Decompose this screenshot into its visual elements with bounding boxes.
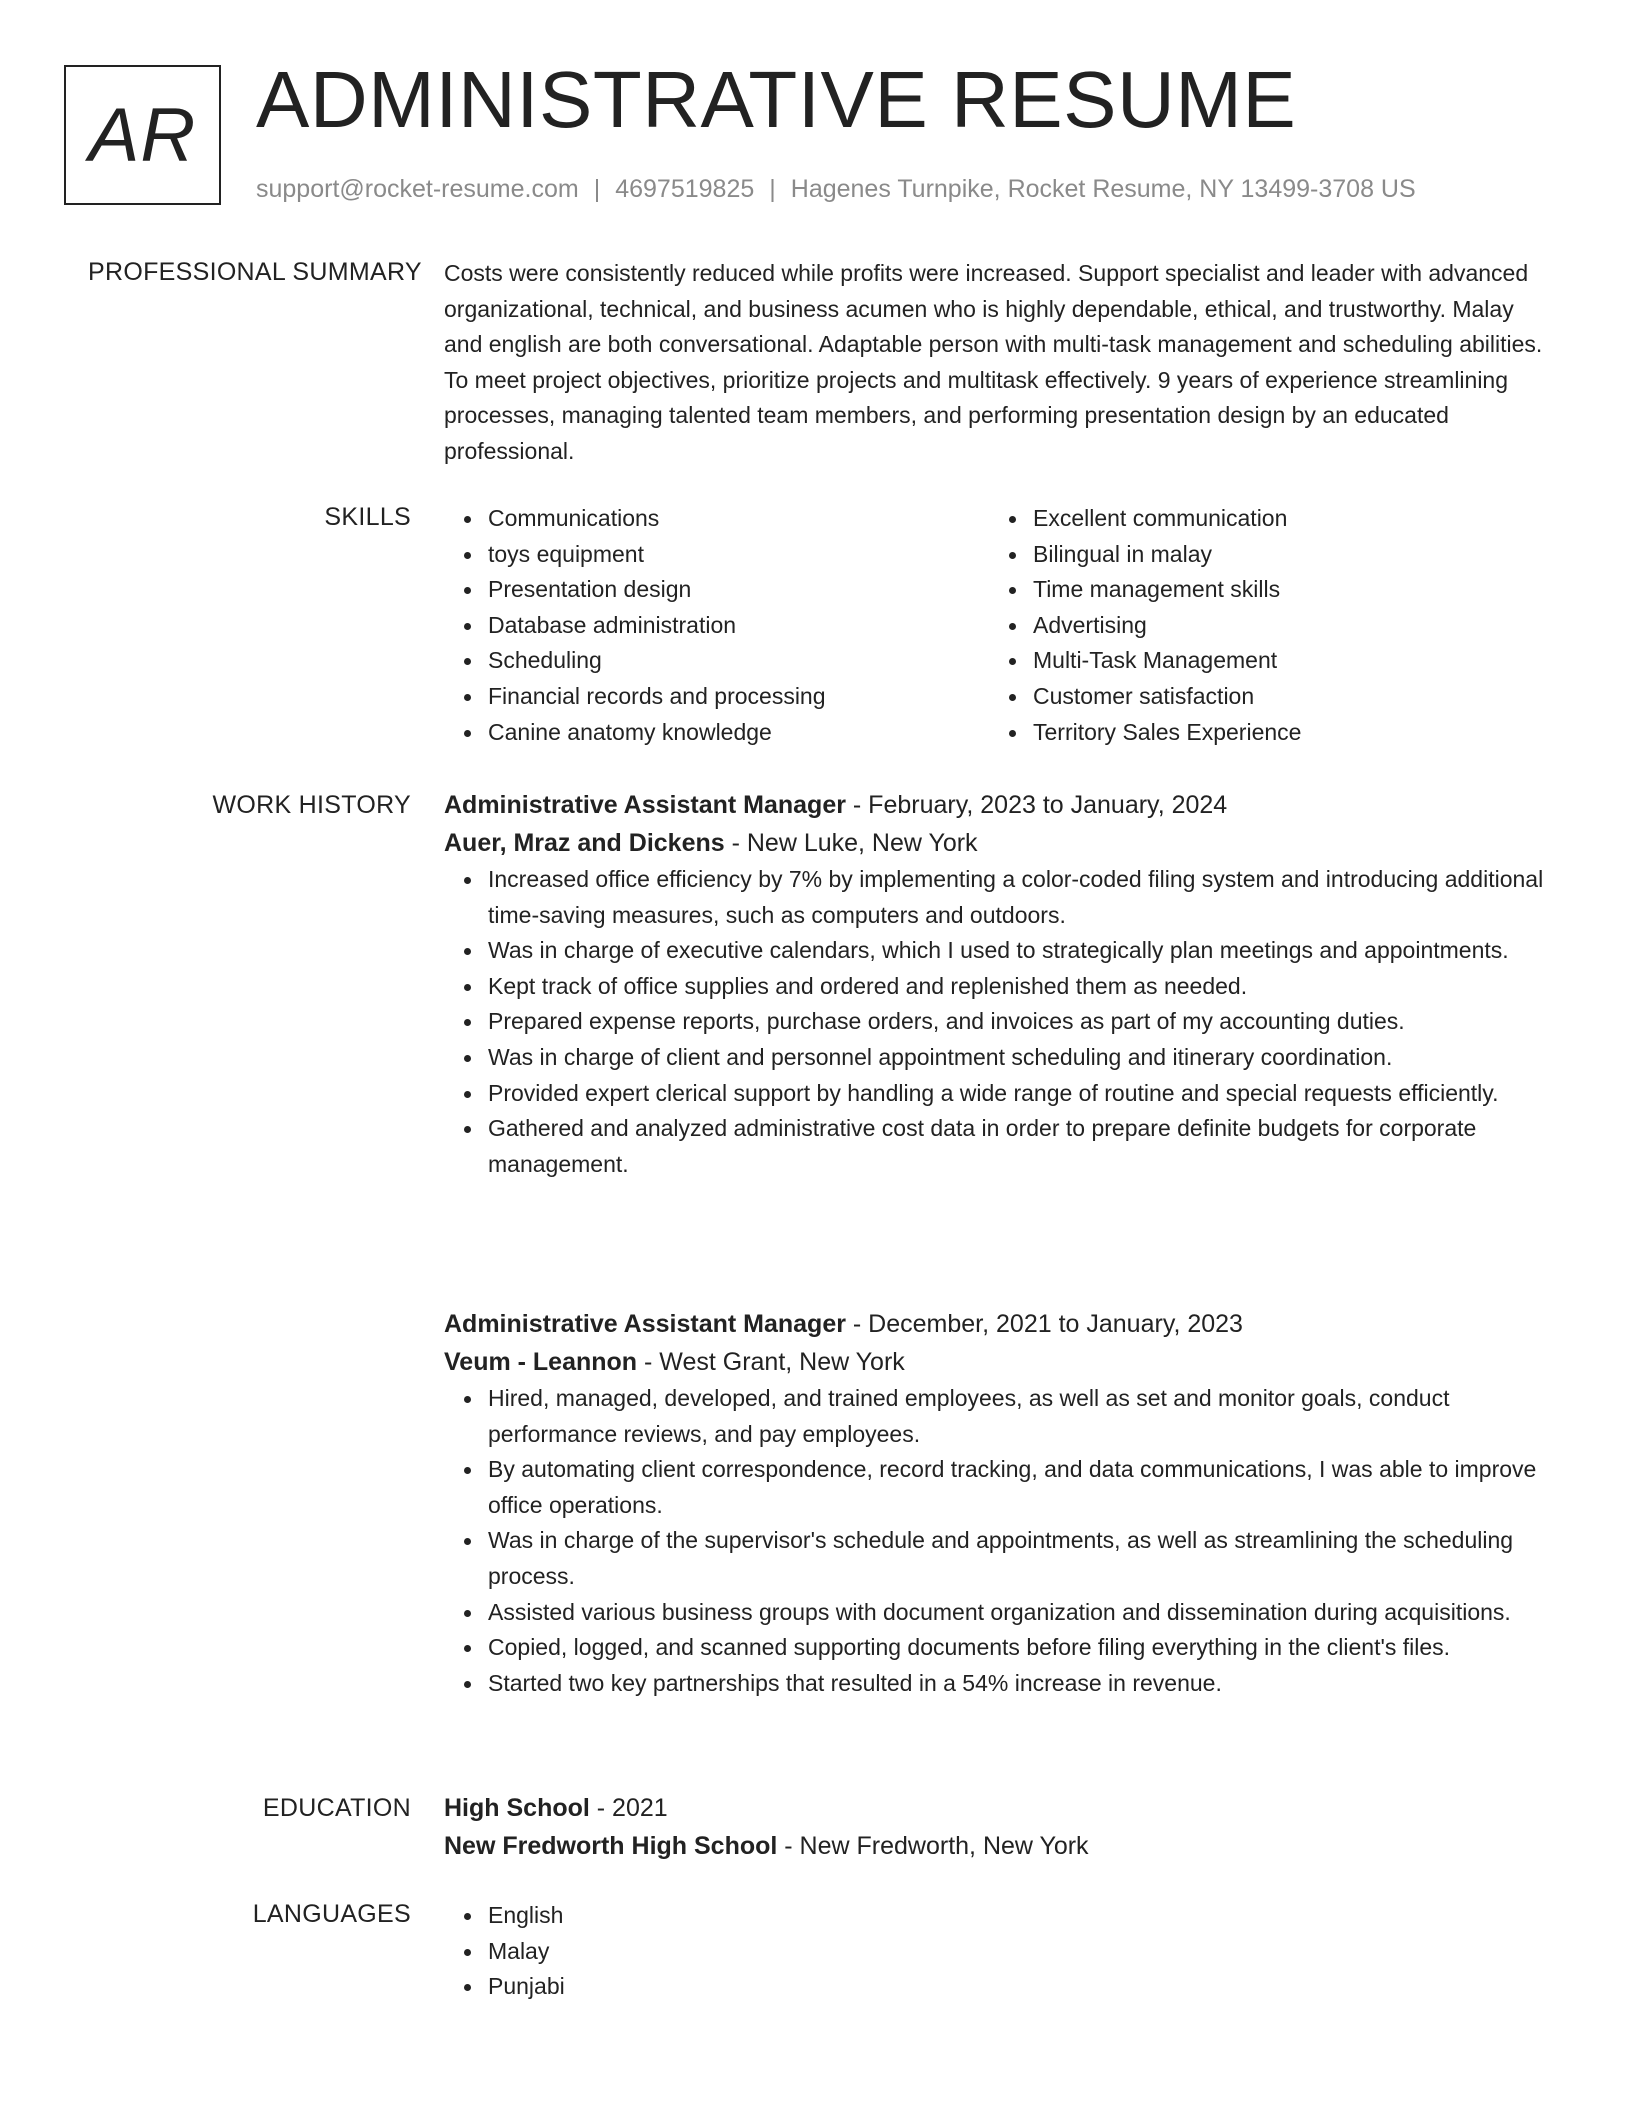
list-item: Prepared expense reports, purchase orders, and invoices as part of my accounting duties. (488, 1004, 1556, 1040)
languages-section (444, 1898, 1556, 2005)
contact-separator: | (593, 175, 601, 203)
education-school-line (444, 1827, 1556, 1865)
skill-item: Excellent communication (1033, 501, 1534, 537)
skills-column-right (989, 501, 1534, 750)
contact-line (256, 172, 1416, 206)
skill-item: toys equipment (488, 537, 989, 573)
list-item: Was in charge of the supervisor's schedule and appointments, as well as streamlining the scheduling process. (488, 1523, 1556, 1594)
education-degree-line (444, 1789, 1556, 1827)
resume-title: ADMINISTRATIVE RESUME (256, 55, 1297, 144)
skill-item: Multi-Task Management (1033, 643, 1534, 679)
list-item: Gathered and analyzed administrative cost data in order to prepare definite budgets for corporate management. (488, 1111, 1556, 1182)
job-location: - West Grant, New York (637, 1348, 905, 1376)
list-item: Kept track of office supplies and ordered and replenished them as needed. (488, 969, 1556, 1005)
education-location: - New Fredworth, New York (777, 1832, 1089, 1860)
language-item: Punjabi (488, 1969, 1556, 2005)
skill-item: Customer satisfaction (1033, 679, 1534, 715)
language-item: Malay (488, 1934, 1556, 1970)
skill-item: Database administration (488, 608, 989, 644)
list-item: Hired, managed, developed, and trained employees, as well as set and monitor goals, conduct performance reviews, and pay employees. (488, 1381, 1556, 1452)
list-item: Started two key partnerships that resulted in a 54% increase in revenue. (488, 1666, 1556, 1702)
list-item: Provided expert clerical support by handling a wide range of routine and special requests efficiently. (488, 1076, 1556, 1112)
summary-section (444, 256, 1556, 470)
skill-item: Advertising (1033, 608, 1534, 644)
skills-section (444, 501, 1556, 750)
language-item: English (488, 1898, 1556, 1934)
job-dates: - February, 2023 to January, 2024 (845, 791, 1228, 819)
section-label-work-history: WORK HISTORY (212, 791, 411, 819)
job-title-line (444, 786, 1556, 824)
section-label-education: EDUCATION (262, 1794, 411, 1822)
monogram-logo (64, 65, 221, 205)
list-item: Assisted various business groups with document organization and dissemination during acquisitions. (488, 1595, 1556, 1631)
job-responsibilities (444, 862, 1556, 1182)
contact-phone: 4697519825 (615, 175, 755, 203)
list-item: Copied, logged, and scanned supporting documents before filing everything in the client's files. (488, 1630, 1556, 1666)
skill-item: Territory Sales Experience (1033, 715, 1534, 751)
section-label-languages: LANGUAGES (252, 1900, 411, 1928)
job-location: - New Luke, New York (724, 829, 978, 857)
job-title-line (444, 1305, 1556, 1343)
contact-separator: | (769, 175, 776, 203)
skill-item: Scheduling (488, 643, 989, 679)
skill-item: Presentation design (488, 572, 989, 608)
list-item: Was in charge of executive calendars, which I used to strategically plan meetings and appointments. (488, 933, 1556, 969)
education-year: - 2021 (589, 1794, 668, 1822)
summary-text: Costs were consistently reduced while profits were increased. Support specialist and leader with advanced organizational, technical, and business acumen who is highly dependable, ethical, and trustworthy. Malay and english are both conversational. Adaptable person with multi-task management and scheduling abilities. To meet project objectives, prioritize projects and multitask effectively. 9 years of experience streamlining processes, managing talented team members, and performing presentation design by an educated professional. (444, 260, 1543, 464)
education-degree: High School (444, 1794, 590, 1822)
job-company: Veum - Leannon (444, 1348, 638, 1376)
job-entry (444, 1305, 1556, 1701)
section-label-skills: SKILLS (324, 503, 411, 531)
job-responsibilities (444, 1381, 1556, 1701)
job-dates: - December, 2021 to January, 2023 (845, 1310, 1243, 1338)
skill-item: Communications (488, 501, 989, 537)
job-company: Auer, Mraz and Dickens (444, 829, 725, 857)
job-company-line (444, 824, 1556, 862)
job-company-line (444, 1343, 1556, 1381)
list-item: By automating client correspondence, record tracking, and data communications, I was able to improve office operations. (488, 1452, 1556, 1523)
list-item: Was in charge of client and personnel appointment scheduling and itinerary coordination. (488, 1040, 1556, 1076)
job-title: Administrative Assistant Manager (444, 1310, 846, 1338)
list-item: Increased office efficiency by 7% by implementing a color-coded filing system and introducing additional time-saving measures, such as computers and outdoors. (488, 862, 1556, 933)
job-entry (444, 786, 1556, 1182)
job-title: Administrative Assistant Manager (444, 791, 846, 819)
monogram-initials: AR (88, 92, 197, 178)
education-section (444, 1789, 1556, 1865)
skills-column-left (444, 501, 989, 750)
contact-email: support@rocket-resume.com (256, 175, 579, 203)
section-label-summary: PROFESSIONAL SUMMARY (88, 258, 422, 286)
skill-item: Bilingual in malay (1033, 537, 1534, 573)
contact-address: Hagenes Turnpike, Rocket Resume, NY 13499-3708 US (790, 175, 1416, 203)
skill-item: Financial records and processing (488, 679, 989, 715)
skill-item: Canine anatomy knowledge (488, 715, 989, 751)
skill-item: Time management skills (1033, 572, 1534, 608)
education-school: New Fredworth High School (444, 1832, 778, 1860)
